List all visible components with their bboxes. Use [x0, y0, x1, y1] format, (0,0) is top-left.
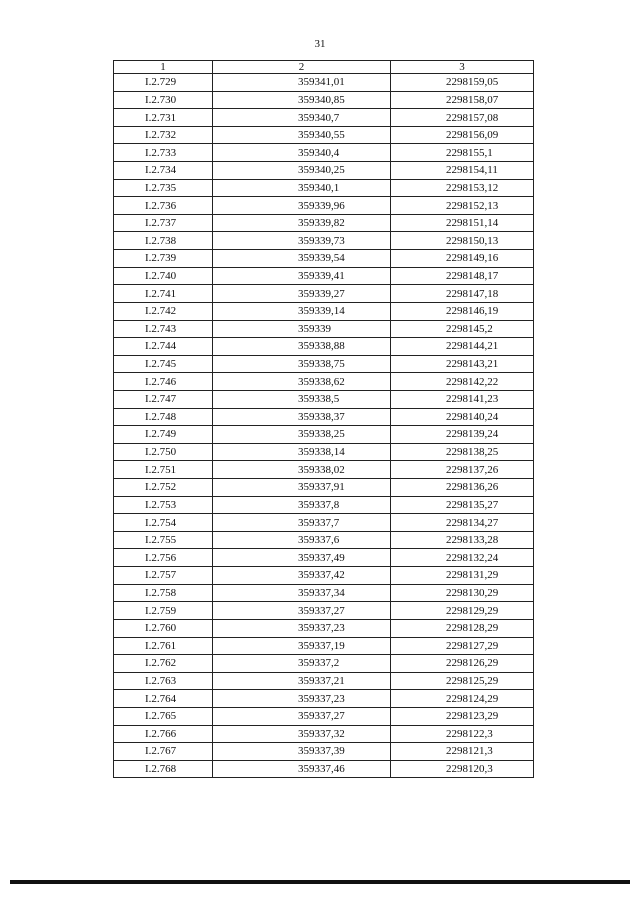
- table-row: [114, 496, 534, 514]
- point-id-cell: I.2.753: [114, 496, 213, 514]
- y-coordinate-cell: 2298125,29: [391, 672, 534, 690]
- table-row: [114, 707, 534, 725]
- y-coordinate-cell: 2298145,2: [391, 320, 534, 338]
- y-coordinate-cell: 2298142,22: [391, 373, 534, 391]
- y-coordinate-cell: 2298128,29: [391, 619, 534, 637]
- point-id-cell: I.2.754: [114, 514, 213, 532]
- table-row: [114, 109, 534, 127]
- x-coordinate-cell: 359340,4: [213, 144, 391, 162]
- y-coordinate-cell: 2298129,29: [391, 602, 534, 620]
- point-id-cell: I.2.765: [114, 707, 213, 725]
- table-row: [114, 214, 534, 232]
- point-id-cell: I.2.762: [114, 655, 213, 673]
- x-coordinate-cell: 359338,75: [213, 355, 391, 373]
- point-id-cell: I.2.744: [114, 338, 213, 356]
- column-header-2: 2: [213, 61, 391, 74]
- y-coordinate-cell: 2298146,19: [391, 302, 534, 320]
- table-row: [114, 672, 534, 690]
- y-coordinate-cell: 2298152,13: [391, 197, 534, 215]
- point-id-cell: I.2.757: [114, 567, 213, 585]
- table-row: [114, 725, 534, 743]
- x-coordinate-cell: 359337,23: [213, 619, 391, 637]
- column-header-3: 3: [391, 61, 534, 74]
- x-coordinate-cell: 359339,14: [213, 302, 391, 320]
- table-row: [114, 250, 534, 268]
- bottom-rule: [10, 880, 630, 884]
- point-id-cell: I.2.750: [114, 443, 213, 461]
- y-coordinate-cell: 2298155,1: [391, 144, 534, 162]
- point-id-cell: I.2.758: [114, 584, 213, 602]
- table-row: [114, 619, 534, 637]
- x-coordinate-cell: 359338,5: [213, 390, 391, 408]
- x-coordinate-cell: 359337,23: [213, 690, 391, 708]
- y-coordinate-cell: 2298130,29: [391, 584, 534, 602]
- point-id-cell: I.2.764: [114, 690, 213, 708]
- point-id-cell: I.2.752: [114, 479, 213, 497]
- y-coordinate-cell: 2298153,12: [391, 179, 534, 197]
- table-row: [114, 584, 534, 602]
- x-coordinate-cell: 359337,2: [213, 655, 391, 673]
- y-coordinate-cell: 2298144,21: [391, 338, 534, 356]
- table-row: [114, 126, 534, 144]
- table-row: [114, 91, 534, 109]
- table-row: [114, 637, 534, 655]
- table-header-row: [114, 61, 534, 74]
- y-coordinate-cell: 2298156,09: [391, 126, 534, 144]
- x-coordinate-cell: 359337,39: [213, 743, 391, 761]
- y-coordinate-cell: 2298136,26: [391, 479, 534, 497]
- x-coordinate-cell: 359337,32: [213, 725, 391, 743]
- x-coordinate-cell: 359338,37: [213, 408, 391, 426]
- table-row: [114, 426, 534, 444]
- x-coordinate-cell: 359337,8: [213, 496, 391, 514]
- point-id-cell: I.2.743: [114, 320, 213, 338]
- x-coordinate-cell: 359338,62: [213, 373, 391, 391]
- point-id-cell: I.2.751: [114, 461, 213, 479]
- point-id-cell: I.2.732: [114, 126, 213, 144]
- x-coordinate-cell: 359339,96: [213, 197, 391, 215]
- point-id-cell: I.2.761: [114, 637, 213, 655]
- y-coordinate-cell: 2298148,17: [391, 267, 534, 285]
- x-coordinate-cell: 359337,42: [213, 567, 391, 585]
- table-row: [114, 760, 534, 778]
- table-row: [114, 267, 534, 285]
- table-row: [114, 144, 534, 162]
- x-coordinate-cell: 359337,27: [213, 602, 391, 620]
- table-row: [114, 531, 534, 549]
- x-coordinate-cell: 359337,19: [213, 637, 391, 655]
- table-row: [114, 479, 534, 497]
- y-coordinate-cell: 2298151,14: [391, 214, 534, 232]
- y-coordinate-cell: 2298149,16: [391, 250, 534, 268]
- y-coordinate-cell: 2298140,24: [391, 408, 534, 426]
- x-coordinate-cell: 359340,7: [213, 109, 391, 127]
- y-coordinate-cell: 2298147,18: [391, 285, 534, 303]
- y-coordinate-cell: 2298132,24: [391, 549, 534, 567]
- y-coordinate-cell: 2298120,3: [391, 760, 534, 778]
- point-id-cell: I.2.763: [114, 672, 213, 690]
- y-coordinate-cell: 2298126,29: [391, 655, 534, 673]
- point-id-cell: I.2.759: [114, 602, 213, 620]
- x-coordinate-cell: 359340,25: [213, 162, 391, 180]
- x-coordinate-cell: 359337,21: [213, 672, 391, 690]
- point-id-cell: I.2.730: [114, 91, 213, 109]
- table-row: [114, 338, 534, 356]
- y-coordinate-cell: 2298123,29: [391, 707, 534, 725]
- x-coordinate-cell: 359340,85: [213, 91, 391, 109]
- point-id-cell: I.2.768: [114, 760, 213, 778]
- y-coordinate-cell: 2298124,29: [391, 690, 534, 708]
- point-id-cell: I.2.734: [114, 162, 213, 180]
- y-coordinate-cell: 2298157,08: [391, 109, 534, 127]
- x-coordinate-cell: 359338,88: [213, 338, 391, 356]
- x-coordinate-cell: 359337,91: [213, 479, 391, 497]
- point-id-cell: I.2.740: [114, 267, 213, 285]
- point-id-cell: I.2.747: [114, 390, 213, 408]
- y-coordinate-cell: 2298137,26: [391, 461, 534, 479]
- table-row: [114, 320, 534, 338]
- y-coordinate-cell: 2298121,3: [391, 743, 534, 761]
- page-number: 31: [314, 38, 326, 50]
- y-coordinate-cell: 2298150,13: [391, 232, 534, 250]
- x-coordinate-cell: 359337,27: [213, 707, 391, 725]
- table-row: [114, 232, 534, 250]
- y-coordinate-cell: 2298159,05: [391, 74, 534, 92]
- x-coordinate-cell: 359337,49: [213, 549, 391, 567]
- x-coordinate-cell: 359338,25: [213, 426, 391, 444]
- x-coordinate-cell: 359339,54: [213, 250, 391, 268]
- table-row: [114, 514, 534, 532]
- table-row: [114, 443, 534, 461]
- table-row: [114, 197, 534, 215]
- point-id-cell: I.2.736: [114, 197, 213, 215]
- table-row: [114, 549, 534, 567]
- table-row: [114, 690, 534, 708]
- x-coordinate-cell: 359339,41: [213, 267, 391, 285]
- point-id-cell: I.2.731: [114, 109, 213, 127]
- table-row: [114, 355, 534, 373]
- y-coordinate-cell: 2298133,28: [391, 531, 534, 549]
- x-coordinate-cell: 359337,6: [213, 531, 391, 549]
- point-id-cell: I.2.733: [114, 144, 213, 162]
- x-coordinate-cell: 359339,27: [213, 285, 391, 303]
- point-id-cell: I.2.745: [114, 355, 213, 373]
- x-coordinate-cell: 359337,34: [213, 584, 391, 602]
- point-id-cell: I.2.742: [114, 302, 213, 320]
- point-id-cell: I.2.741: [114, 285, 213, 303]
- x-coordinate-cell: 359339,82: [213, 214, 391, 232]
- table-row: [114, 285, 534, 303]
- point-id-cell: I.2.748: [114, 408, 213, 426]
- coordinates-table: [113, 60, 534, 778]
- y-coordinate-cell: 2298135,27: [391, 496, 534, 514]
- table-row: [114, 743, 534, 761]
- table-body: [114, 74, 534, 778]
- point-id-cell: I.2.767: [114, 743, 213, 761]
- point-id-cell: I.2.737: [114, 214, 213, 232]
- x-coordinate-cell: 359338,14: [213, 443, 391, 461]
- table-row: [114, 408, 534, 426]
- y-coordinate-cell: 2298154,11: [391, 162, 534, 180]
- point-id-cell: I.2.756: [114, 549, 213, 567]
- x-coordinate-cell: 359339,73: [213, 232, 391, 250]
- y-coordinate-cell: 2298122,3: [391, 725, 534, 743]
- table-row: [114, 461, 534, 479]
- point-id-cell: I.2.755: [114, 531, 213, 549]
- table-row: [114, 162, 534, 180]
- point-id-cell: I.2.739: [114, 250, 213, 268]
- point-id-cell: I.2.746: [114, 373, 213, 391]
- x-coordinate-cell: 359340,55: [213, 126, 391, 144]
- y-coordinate-cell: 2298143,21: [391, 355, 534, 373]
- y-coordinate-cell: 2298131,29: [391, 567, 534, 585]
- point-id-cell: I.2.729: [114, 74, 213, 92]
- x-coordinate-cell: 359338,02: [213, 461, 391, 479]
- x-coordinate-cell: 359341,01: [213, 74, 391, 92]
- x-coordinate-cell: 359340,1: [213, 179, 391, 197]
- y-coordinate-cell: 2298138,25: [391, 443, 534, 461]
- point-id-cell: I.2.760: [114, 619, 213, 637]
- table-row: [114, 655, 534, 673]
- table-row: [114, 74, 534, 92]
- point-id-cell: I.2.749: [114, 426, 213, 444]
- table-row: [114, 302, 534, 320]
- point-id-cell: I.2.735: [114, 179, 213, 197]
- y-coordinate-cell: 2298158,07: [391, 91, 534, 109]
- table-row: [114, 179, 534, 197]
- y-coordinate-cell: 2298141,23: [391, 390, 534, 408]
- y-coordinate-cell: 2298127,29: [391, 637, 534, 655]
- x-coordinate-cell: 359339: [213, 320, 391, 338]
- point-id-cell: I.2.738: [114, 232, 213, 250]
- point-id-cell: I.2.766: [114, 725, 213, 743]
- table-row: [114, 602, 534, 620]
- table-row: [114, 390, 534, 408]
- y-coordinate-cell: 2298134,27: [391, 514, 534, 532]
- column-header-1: 1: [114, 61, 213, 74]
- x-coordinate-cell: 359337,7: [213, 514, 391, 532]
- y-coordinate-cell: 2298139,24: [391, 426, 534, 444]
- x-coordinate-cell: 359337,46: [213, 760, 391, 778]
- table-row: [114, 567, 534, 585]
- table-row: [114, 373, 534, 391]
